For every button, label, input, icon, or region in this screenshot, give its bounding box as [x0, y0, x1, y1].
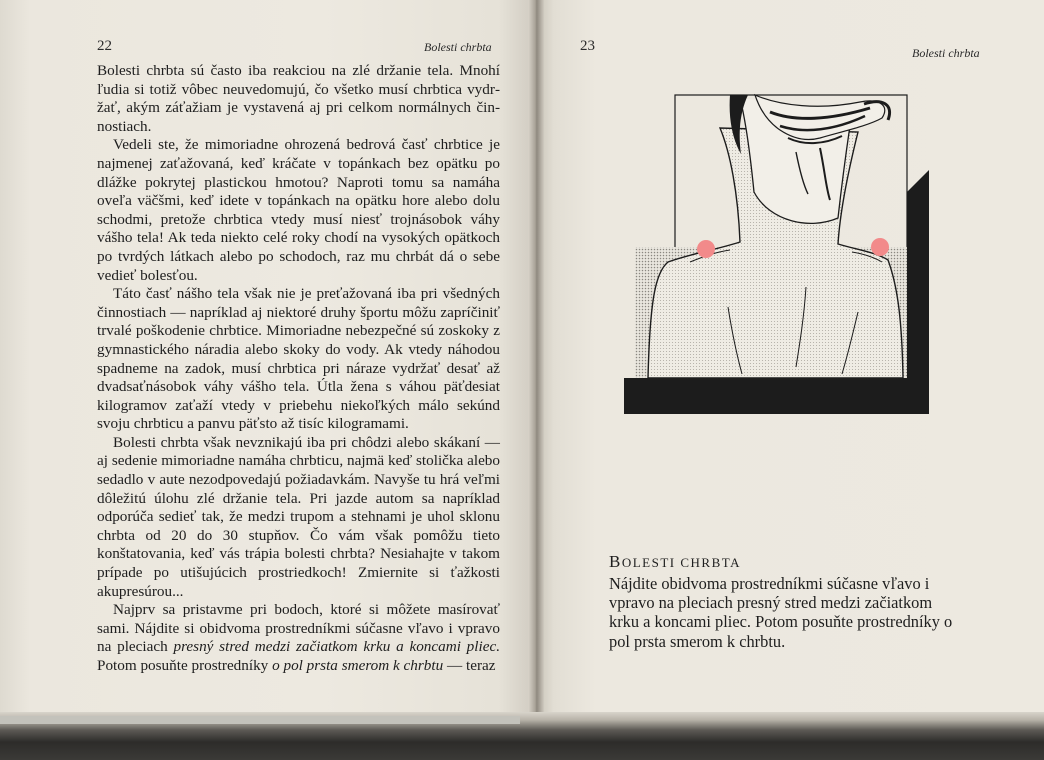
paragraph-text: — teraz: [443, 657, 496, 674]
book-gutter: [528, 0, 544, 724]
emphasis-text: o pol prsta smerom k chrbtu: [272, 657, 444, 674]
page-edge-strip: [0, 716, 520, 724]
back-shoulders-illustration: [620, 92, 930, 418]
left-body-text: [97, 62, 500, 676]
paragraph: Bolesti chrbta sú často iba reakciou na zlé držanie tela. Mnohí ľudia si totiž vôbec neuvedomujú, čo všetko musí chrbtica vydržať, akým záťažiam je vystavená aj pri celkom normálnych činnostiach.: [97, 62, 500, 135]
right-running-head: Bolesti chrbta: [912, 46, 980, 60]
acupressure-point-right: [871, 238, 889, 256]
paragraph-text: Potom posuňte prostredníky: [97, 657, 273, 674]
left-page-number: 22: [97, 38, 112, 54]
caption-title-rest: OLESTI CHRBTA: [621, 555, 742, 570]
acupressure-point-left: [697, 240, 715, 258]
paragraph: Táto časť nášho tela však nie je preťažovaná iba pri všedných činnostiach — napríklad aj niektoré druhy športu môžu zapríčiniť trvalé poškodenie chrbtice. Mimoriadne nebezpečné sú zoskoky z gymnastického náradia alebo skoky do vody. Ak vtedy náhodou spadneme na zadok, musí chrbtica pri náraze vydržať desať až dvadsaťnásobok váhy vášho tela. Útla žena s váhou päťdesiat kilogramov zaťaží vtedy v priebehu niekoľkých málo sekúnd svoju chrbticu a panvu päťsto až tisíc kilogramami.: [97, 285, 500, 433]
left-running-head: Bolesti chrbta: [424, 40, 492, 54]
figure-caption: [609, 552, 953, 651]
paragraph-last: [97, 601, 500, 675]
paragraph: Bolesti chrbta však nevznikajú iba pri chôdzi alebo skákaní — aj sedenie mimoriadne namáha chrbticu, najmä keď stolička alebo sedadlo v aute nezodpovedajú požiadavkám. Navyše tu hrá veľmi dôležitú úlohu zlé držanie tela. Pri jazde autom sa napríklad odporúča sedieť tak, že medzi trupom a stehnami je uhol sklonu chrbta od 20 do 30 stupňov. Čo vám však pomôžu tieto konštatovania, keď vás trápia bolesti chrbta? Nesiahajte v takom prípade po utišujúcich prostriedkoch! Zmiernite si ťažkosti akupresúrou...: [97, 433, 500, 600]
right-page-number: 23: [580, 38, 595, 54]
caption-title: [609, 552, 953, 572]
frame-side-bar: [907, 170, 929, 414]
frame-bottom-bar: [624, 378, 927, 414]
paragraph: Vedeli ste, že mimoriadne ohrozená bedrová časť chrbtice je najmenej zaťažovaná, keď kráčate v topánkach bez opätku po dlážke pokrytej plastickou hmotou? Naproti tomu sa namáha oveľa väčšmi, keď idete v topánkach na opätku hore alebo dolu schodmi, pretože chrbtica vtedy musí niesť trojnásobok váhy vášho tela! Ak teda niekto celé roky chodí na vysokých opätkoch po tvrdých látkach alebo po schodoch, raz mu chrbát dá o sebe vedieť bolesťou.: [97, 136, 500, 284]
emphasis-text: presný stred medzi začiatkom krku a koncami pliec.: [173, 638, 500, 656]
caption-title-initial: B: [609, 552, 622, 571]
caption-text: Nájdite obidvoma prostredníkmi súčasne vľavo i vpravo na pleciach presný stred medzi začiatkom krku a koncami pliec. Potom posuňte prostredníky o pol prsta smerom k chrbtu.: [609, 574, 953, 651]
paragraph-text: Najprv sa pristavme pri bodoch, ktoré si môžete masírovať sami. Nájdite si obidvoma prostredníkmi súčasne vľavo i vpravo na pleciach: [97, 601, 500, 656]
